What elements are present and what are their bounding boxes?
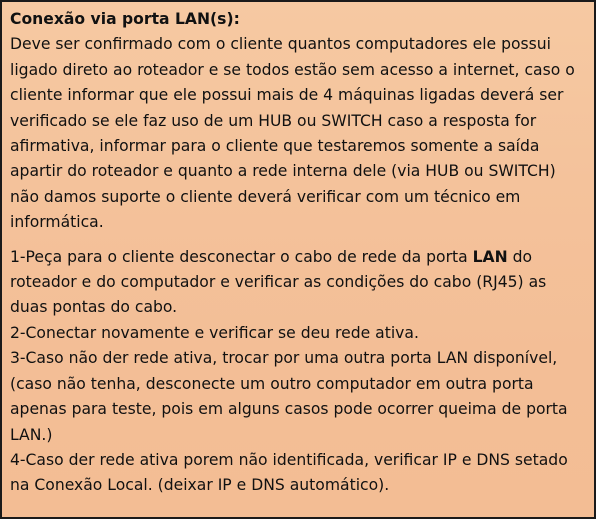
step-1-bold-lan: LAN	[472, 247, 508, 266]
step-2: 2-Conectar novamente e verificar se deu rede ativa.	[10, 323, 419, 342]
step-3: 3-Caso não der rede ativa, trocar por uma outra porta LAN disponível, (caso não tenha, desconecte um outro computador em outra porta apenas para teste, pois em alguns casos pode ocorrer queima de porta LAN.)	[10, 349, 568, 444]
intro-paragraph: Deve ser confirmado com o cliente quantos computadores ele possui ligado direto ao roteador e se todos estão sem acesso a internet, caso o cliente informar que ele possui mais de 4 máquinas ligadas deverá ser verificado se ele faz uso de um HUB ou SWITCH caso a resposta for afirmativa, informar para o cliente que testaremos somente a saída apartir do roteador e quanto a rede interna dele (via HUB ou SWITCH) não damos suporte o cliente deverá verificar com um técnico em informática.	[10, 35, 575, 232]
step-4: 4-Caso der rede ativa porem não identificada, verificar IP e DNS setado na Conexão Local. (deixar IP e DNS automático).	[10, 450, 568, 495]
panel-title: Conexão via porta LAN(s):	[10, 10, 240, 28]
step-1	[10, 245, 584, 321]
steps-list	[10, 245, 584, 499]
step-1-text-before: 1-Peça para o cliente desconectar o cabo de rede da porta	[10, 247, 473, 266]
step-1-text-after: do roteador e do computador e verificar as condições do cabo (RJ45) as duas pontas do cabo.	[10, 247, 547, 317]
